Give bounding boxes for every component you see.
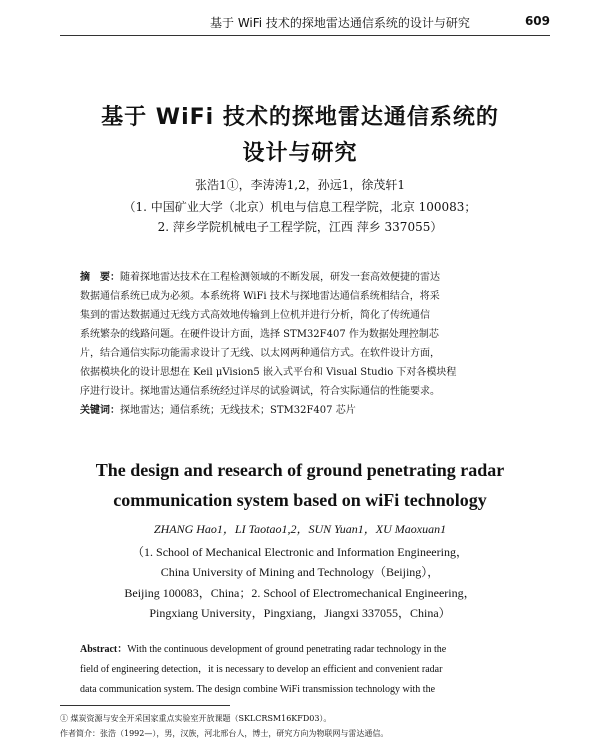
keywords-cn [80, 401, 520, 420]
affiliation-en-1: （1. School of Mechanical Electronic and Information Engineering， [132, 545, 468, 559]
header-rule [60, 35, 550, 36]
affiliation-en-3: Beijing 100083，China；2. School of Electromechanical Engineering， [124, 586, 476, 600]
title-en-line-1: The design and research of ground penetrating radar [95, 460, 505, 480]
abstract-cn-line: 系统繁杂的线路问题。在硬件设计方面，选择 STM32F407 作为数据处理控制芯 [80, 329, 439, 340]
abstract-en-line: With the continuous development of ground penetrating radar technology in the [127, 644, 447, 655]
affiliation-cn-2: 2. 萍乡学院机械电子工程学院，江西 萍乡 337055） [157, 220, 443, 234]
authors-cn: 张浩1①，李涛涛1,2，孙远1，徐茂轩1 [195, 178, 405, 192]
keywords-cn-text: 探地雷达；通信系统；无线技术；STM32F407 芯片 [120, 405, 356, 416]
running-title: 基于 WiFi 技术的探地雷达通信系统的设计与研究 [210, 16, 470, 30]
abstract-cn-line: 随着探地雷达技术在工程检测领域的不断发展，研发一套高效便捷的雷达 [120, 272, 440, 283]
abstract-cn-line: 片，结合通信实际功能需求设计了无线、以太网两种通信方式。在软件设计方面， [80, 348, 440, 359]
running-header [60, 14, 550, 34]
footnote-author-bio: 作者简介：张浩（1992—），男，汉族，河北邢台人，博士，研究方向为物联网与雷达通信。 [60, 729, 389, 738]
title-cn-line-2: 设计与研究 [242, 141, 358, 166]
affiliation-cn-1: （1. 中国矿业大学（北京）机电与信息工程学院，北京 100083； [123, 200, 477, 214]
abstract-en-label: Abstract： [80, 644, 128, 655]
title-en-line-2: communication system based on wiFi technology [113, 490, 487, 510]
abstract-cn-line: 依据模块化的设计思想在 Keil μVision5 嵌入式平台和 Visual Studio 下对各模块程 [80, 367, 457, 378]
abstract-en-line: data communication system. The design combine WiFi transmission technology with the [80, 684, 436, 695]
abstract-en-line: field of engineering detection，it is necessary to develop an efficient and convenient radar [80, 664, 443, 675]
affiliation-en-4: Pingxiang University，Pingxiang，Jiangxi 337055，China） [149, 606, 451, 620]
abstract-cn-line: 序进行设计。探地雷达通信系统经过详尽的试验调试，符合实际通信的性能要求。 [80, 386, 440, 397]
authors-en: ZHANG Hao1，LI Taotao1,2，SUN Yuan1，XU Maoxuan1 [153, 522, 447, 536]
keywords-cn-label: 关键词： [80, 405, 120, 416]
affiliation-en-2: China University of Mining and Technology（Beijing）， [160, 565, 440, 579]
abstract-cn-label: 摘 要： [80, 272, 120, 283]
abstract-en [80, 640, 520, 700]
title-cn-line-1: 基于 WiFi 技术的探地雷达通信系统的 [101, 105, 499, 130]
page-number: 609 [524, 14, 550, 28]
abstract-cn-line: 数据通信系统已成为必须。本系统将 WiFi 技术与探地雷达通信系统相结合，将采 [80, 291, 440, 302]
abstract-cn-line: 集到的雷达数据通过无线方式高效地传输到上位机并进行分析，简化了传统通信 [80, 310, 430, 321]
abstract-cn [80, 268, 520, 420]
footnote-rule [60, 705, 230, 706]
footnote-funding: ① 煤炭资源与安全开采国家重点实验室开放课题（SKLCRSM16KFD03）。 [60, 714, 332, 723]
